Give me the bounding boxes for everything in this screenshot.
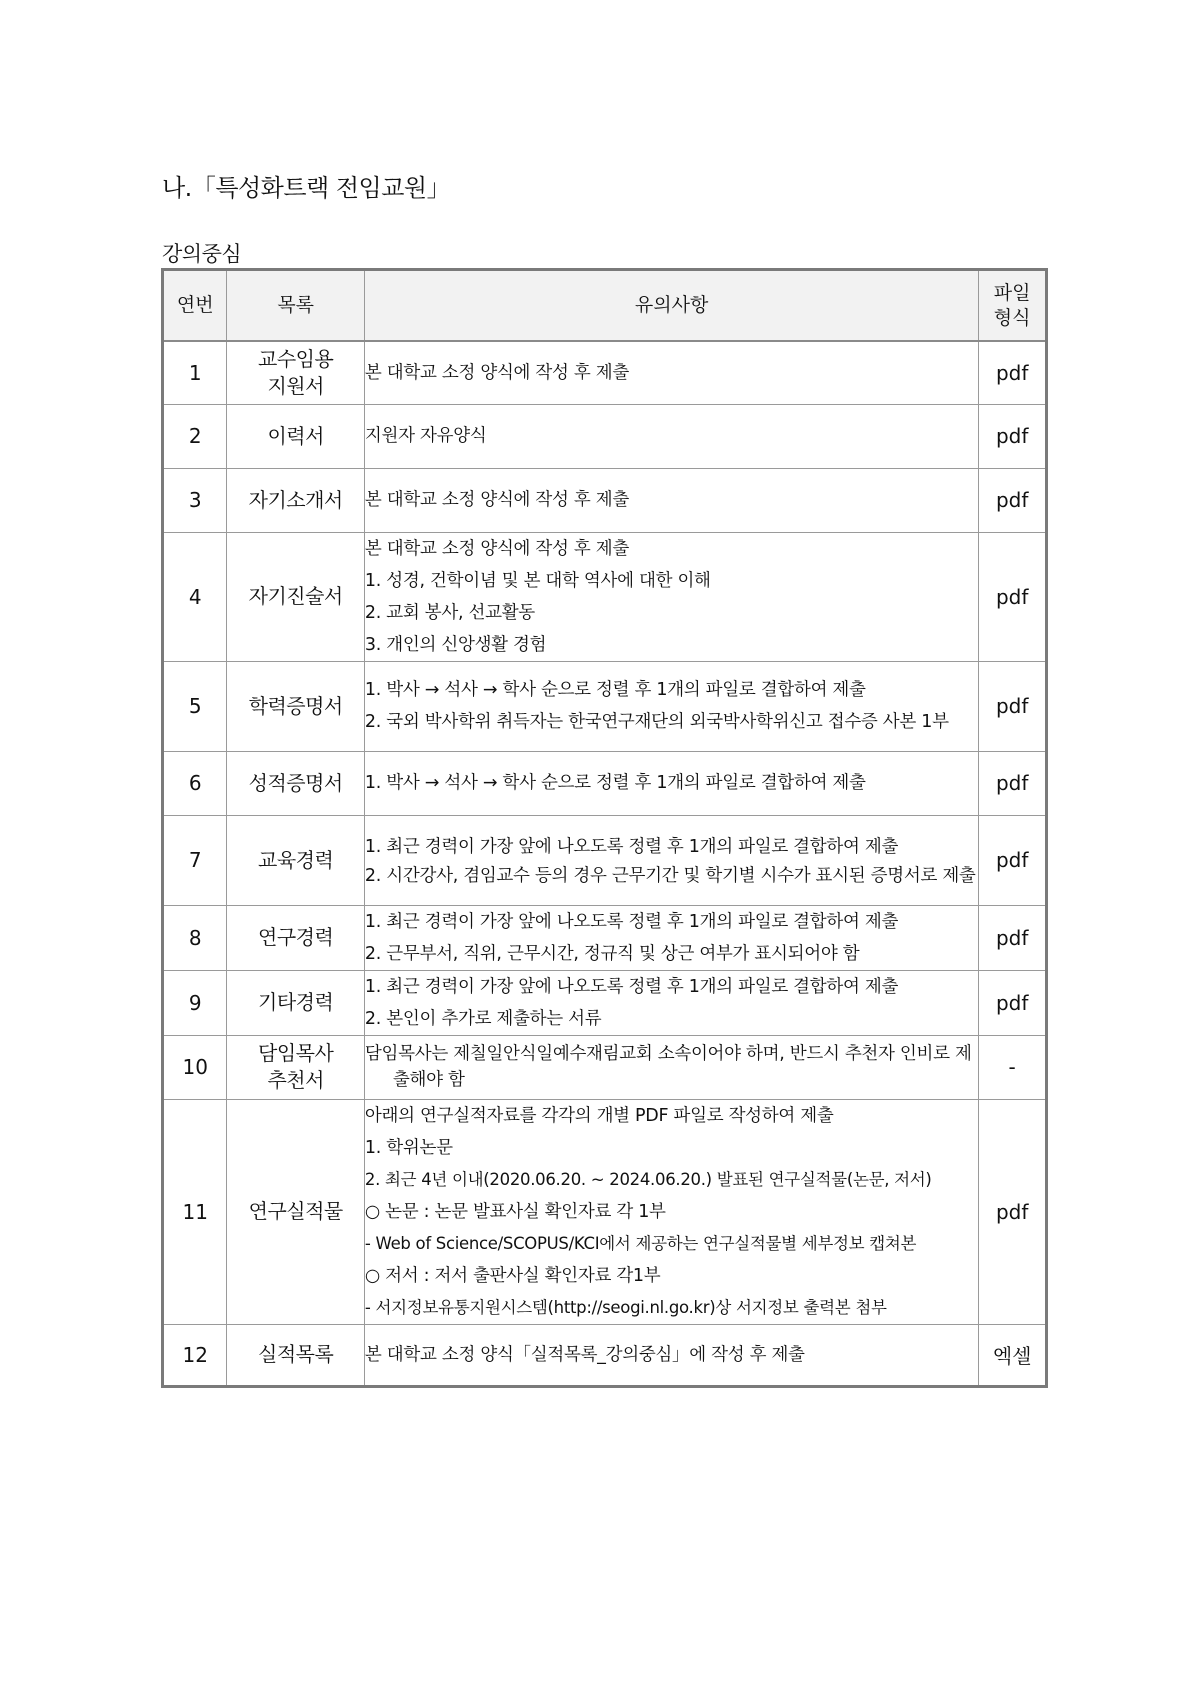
row-title-line: 지원서: [267, 373, 324, 398]
row-format: pdf: [979, 661, 1047, 751]
note-line: 2. 국외 박사학위 취득자는 한국연구재단의 외국박사학위신고 접수증 사본 1부: [364, 712, 949, 732]
section-label: 강의중심: [162, 242, 242, 266]
note-line: 1. 박사 → 석사 → 학사 순으로 정렬 후 1개의 파일로 결합하여 제출: [364, 773, 866, 793]
row-notes: [364, 404, 978, 468]
row-notes: [364, 905, 978, 970]
row-format: -: [979, 1035, 1047, 1099]
header-format: [979, 270, 1047, 342]
row-title-line: 추천서: [267, 1068, 324, 1092]
row-title-line: 이력서: [267, 423, 324, 448]
note-line: 1. 박사 → 석사 → 학사 순으로 정렬 후 1개의 파일로 결합하여 제출: [364, 680, 866, 700]
row-title: [227, 1099, 364, 1324]
table-row: [163, 1035, 1047, 1099]
row-notes: [364, 661, 978, 751]
table-row: [163, 661, 1047, 751]
note-line: 아래의 연구실적자료를 각각의 개별 PDF 파일로 작성하여 제출: [364, 1105, 834, 1126]
row-notes: [364, 1099, 978, 1324]
row-number: 6: [163, 751, 227, 815]
row-notes: [364, 751, 978, 815]
row-notes: [364, 468, 978, 532]
row-title-line: 자기진술서: [248, 584, 343, 608]
row-number: 2: [163, 404, 227, 468]
note-line: 2. 최근 4년 이내(2020.06.20. ~ 2024.06.20.) 발표된 연구실적물(논문, 저서): [364, 1169, 932, 1189]
note-line: 2. 근무부서, 직위, 근무시간, 정규직 및 상근 여부가 표시되어야 함: [364, 943, 860, 964]
table-row: [163, 341, 1047, 404]
row-notes: [364, 815, 978, 905]
note-line: 1. 성경, 건학이념 및 본 대학 역사에 대한 이해: [364, 570, 711, 591]
note-line: 1. 최근 경력이 가장 앞에 나오도록 정렬 후 1개의 파일로 결합하여 제출: [364, 837, 899, 857]
row-title-line: 연구실적물: [248, 1199, 343, 1223]
row-number: 10: [163, 1035, 227, 1099]
row-notes: [364, 532, 978, 661]
row-title-line: 연구경력: [258, 925, 334, 949]
row-format: pdf: [979, 1099, 1047, 1324]
row-title-line: 성적증명서: [248, 770, 343, 795]
note-line: 지원자 자유양식: [364, 426, 487, 446]
note-line: - Web of Science/SCOPUS/KCI에서 제공하는 연구실적물별 세부정보 캡쳐본: [364, 1233, 917, 1253]
header-title: 목록: [227, 270, 364, 342]
table-row: [163, 532, 1047, 661]
header-no: 연번: [163, 270, 227, 342]
table-row: [163, 404, 1047, 468]
row-title: [227, 815, 364, 905]
row-title-line: 담임목사: [258, 1041, 334, 1065]
header-notes: 유의사항: [364, 270, 978, 342]
note-line: 2. 본인이 추가로 제출하는 서류: [364, 1008, 602, 1029]
row-title-line: 학력증명서: [248, 693, 343, 718]
table-row: [163, 1324, 1047, 1386]
row-title-line: 교수임용: [258, 346, 334, 371]
row-notes: [364, 970, 978, 1035]
row-title: [227, 1035, 364, 1099]
page-title: 나.「특성화트랙 전임교원」: [162, 174, 451, 202]
note-line: 본 대학교 소정 양식에 작성 후 제출: [364, 538, 629, 559]
note-line: 본 대학교 소정 양식에 작성 후 제출: [364, 362, 629, 383]
table-row: [163, 970, 1047, 1035]
row-title: [227, 970, 364, 1035]
row-format: pdf: [979, 751, 1047, 815]
note-line: 담임목사는 제칠일안식일예수재림교회 소속이어야 하며, 반드시 추천자 인비로 제출해야 함: [364, 1044, 972, 1090]
row-format: 엑셀: [979, 1324, 1047, 1386]
row-number: 3: [163, 468, 227, 532]
note-line: 본 대학교 소정 양식에 작성 후 제출: [364, 490, 629, 510]
row-number: 7: [163, 815, 227, 905]
row-notes: [364, 341, 978, 404]
row-title: [227, 661, 364, 751]
row-number: 11: [163, 1099, 227, 1324]
row-format: pdf: [979, 815, 1047, 905]
note-line: 2. 시간강사, 겸임교수 등의 경우 근무기간 및 학기별 시수가 표시된 증명서로 제출: [364, 866, 976, 886]
table-row: [163, 905, 1047, 970]
table-header-row: [163, 270, 1047, 342]
header-format-line1: 파일: [993, 281, 1031, 304]
table-row: [163, 1099, 1047, 1324]
row-title: [227, 341, 364, 404]
row-format: pdf: [979, 341, 1047, 404]
row-title: [227, 751, 364, 815]
note-line: 본 대학교 소정 양식「실적목록_강의중심」에 작성 후 제출: [364, 1344, 805, 1365]
row-title: [227, 905, 364, 970]
note-line: 1. 최근 경력이 가장 앞에 나오도록 정렬 후 1개의 파일로 결합하여 제출: [364, 976, 899, 997]
row-title-line: 실적목록: [258, 1342, 334, 1366]
row-format: pdf: [979, 404, 1047, 468]
row-title-line: 교육경력: [258, 847, 334, 872]
note-line: - 서지정보유통지원시스템(http://seogi.nl.go.kr)상 서지정보 출력본 첨부: [364, 1297, 887, 1317]
row-notes: [364, 1324, 978, 1386]
row-format: pdf: [979, 468, 1047, 532]
note-line: ○ 저서 : 저서 출판사실 확인자료 각1부: [364, 1265, 661, 1286]
row-number: 12: [163, 1324, 227, 1386]
row-title: [227, 1324, 364, 1386]
row-title: [227, 468, 364, 532]
row-title-line: 기타경력: [258, 990, 334, 1014]
row-number: 4: [163, 532, 227, 661]
table-row: [163, 815, 1047, 905]
row-number: 5: [163, 661, 227, 751]
row-number: 9: [163, 970, 227, 1035]
row-number: 8: [163, 905, 227, 970]
note-line: 1. 학위논문: [364, 1137, 453, 1158]
row-title-line: 자기소개서: [248, 487, 343, 512]
table-row: [163, 751, 1047, 815]
header-format-line2: 형식: [993, 306, 1031, 329]
note-line: 1. 최근 경력이 가장 앞에 나오도록 정렬 후 1개의 파일로 결합하여 제출: [364, 911, 899, 932]
row-format: pdf: [979, 970, 1047, 1035]
note-line: 2. 교회 봉사, 선교활동: [364, 602, 535, 623]
note-line: ○ 논문 : 논문 발표사실 확인자료 각 1부: [364, 1201, 666, 1222]
row-notes: [364, 1035, 978, 1099]
row-title: [227, 404, 364, 468]
note-line: 3. 개인의 신앙생활 경험: [364, 634, 547, 655]
row-number: 1: [163, 341, 227, 404]
row-title: [227, 532, 364, 661]
row-format: pdf: [979, 905, 1047, 970]
table-row: [163, 468, 1047, 532]
requirements-table: [161, 268, 1048, 1388]
row-format: pdf: [979, 532, 1047, 661]
